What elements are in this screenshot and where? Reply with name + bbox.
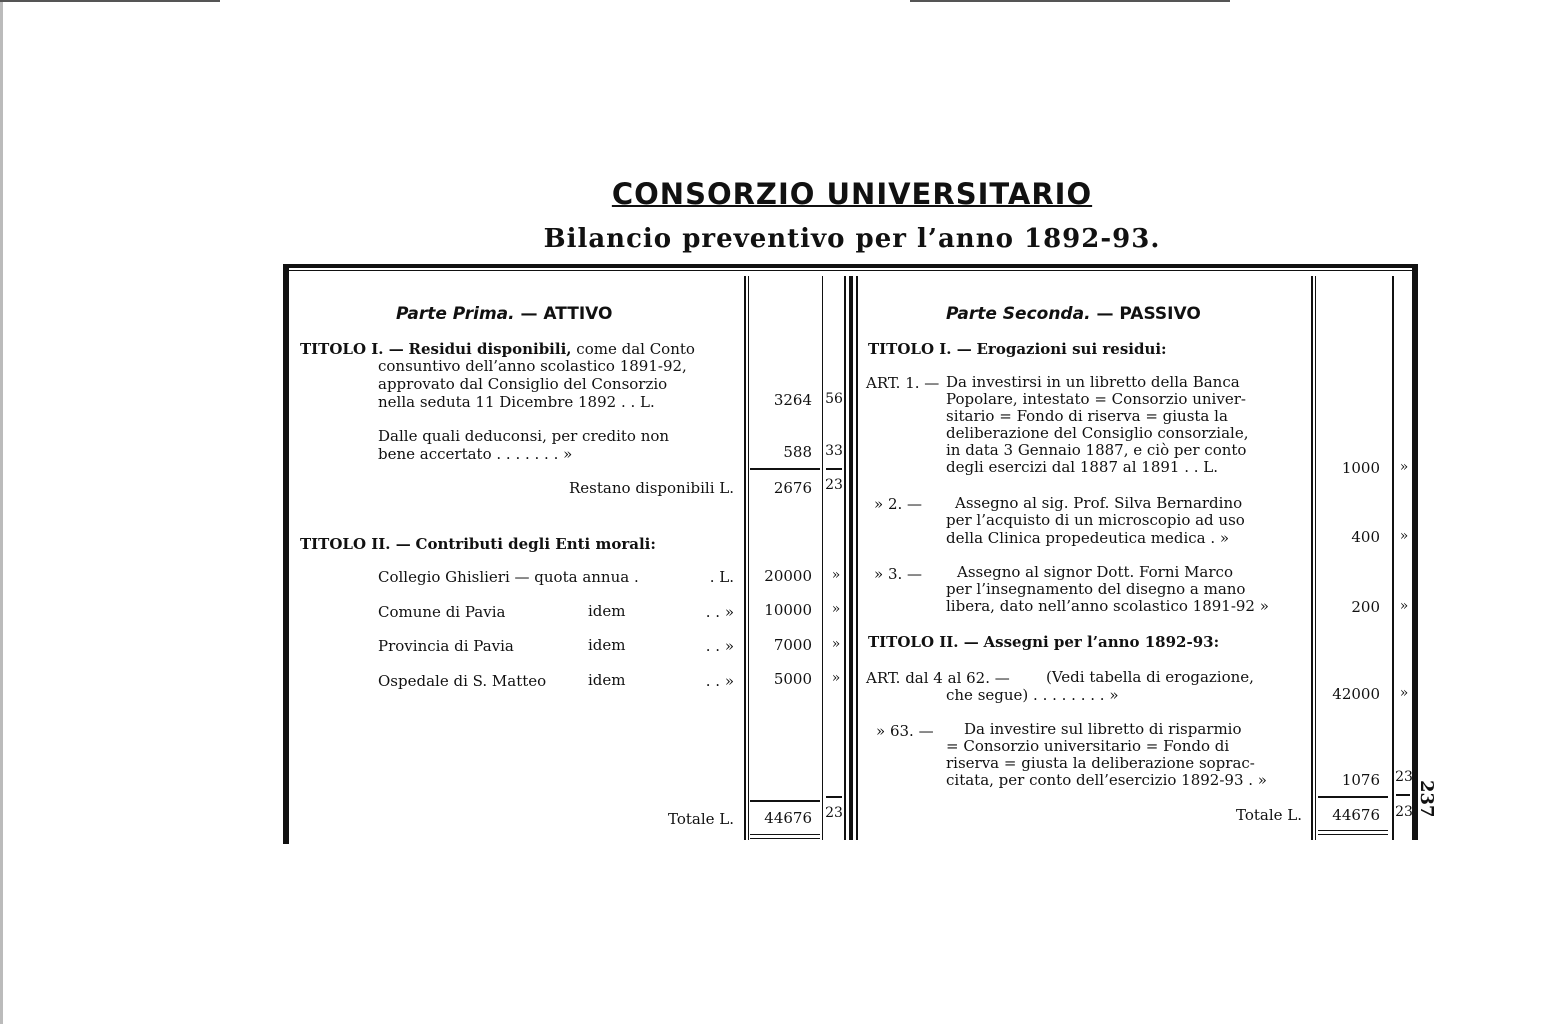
scan-top-line (910, 0, 1230, 2)
contrib-mark: . . » (705, 672, 734, 690)
art63-line4: citata, per conto dell’esercizio 1892-93 . » (946, 771, 1267, 789)
art3-line1: Assegno al signor Dott. Forni Marco (957, 563, 1233, 581)
art2-line3: della Clinica propedeutica medica . » (946, 529, 1230, 547)
art4-prefix: ART. dal 4 al 62. — (866, 669, 1010, 687)
amount-cell: 1000 (1341, 459, 1380, 477)
contrib-name: Comune di Pavia (378, 603, 506, 621)
center-double-rule (849, 276, 853, 840)
art4-line2: che segue) . . . . . . . . » (946, 686, 1119, 704)
passivo-heading: Parte Seconda. — PASSIVO (946, 304, 1201, 324)
total-cents: 23 (1395, 804, 1413, 820)
cents-cell: 23 (1395, 769, 1413, 785)
contrib-name: Provincia di Pavia (378, 637, 514, 655)
art2-prefix: » 2. — (874, 495, 923, 513)
col-rule (844, 276, 846, 840)
art63-line3: riserva = giusta la deliberazione soprac- (946, 754, 1255, 772)
total-double-rule (1318, 834, 1388, 835)
art1-line1: Da investirsi in un libretto della Banca (946, 373, 1240, 391)
total-rule (1318, 796, 1388, 798)
art63-line2: = Consorzio universitario = Fondo di (946, 737, 1230, 755)
titolo1-line4: nella seduta 11 Dicembre 1892 . . L. (378, 393, 655, 411)
cents-cell: » (1399, 528, 1409, 544)
titolo1-line1: TITOLO I. — Residui disponibili, come dal Conto (300, 340, 695, 358)
cents-cell: 33 (825, 443, 843, 459)
scan-top-line (0, 0, 220, 2)
contrib-idem: idem (588, 602, 626, 620)
contrib-name: Ospedale di S. Matteo (378, 672, 547, 690)
art2-line2: per l’acquisto di un microscopio ad uso (946, 511, 1245, 529)
amount-cell: 400 (1351, 528, 1380, 546)
art2-line1: Assegno al sig. Prof. Silva Bernardino (955, 494, 1243, 512)
art1-line4: deliberazione del Consiglio consorziale, (946, 424, 1249, 442)
titolo1-line2: consuntivo dell’anno scolastico 1891-92, (378, 357, 687, 375)
amount-cell: 588 (783, 443, 812, 461)
total-rule (1396, 794, 1410, 796)
total-double-rule (1318, 830, 1388, 831)
art1-line6: degli esercizi dal 1887 al 1891 . . L. (946, 458, 1219, 476)
art1-line2: Popolare, intestato = Consorzio univer- (946, 390, 1246, 408)
col-rule (744, 276, 746, 840)
art1-line5: in data 3 Gennaio 1887, e ciò per conto (946, 441, 1247, 459)
cents-cell: 56 (825, 391, 843, 407)
cents-cell: » (831, 567, 841, 583)
contrib-mark: . L. (709, 568, 734, 586)
passivo-titolo1: TITOLO I. — Erogazioni sui residui: (868, 340, 1167, 358)
cents-cell: 23 (825, 477, 843, 493)
contrib-name: Collegio Ghislieri — quota annua . (378, 568, 639, 586)
page-number: 237 (1416, 780, 1437, 818)
titolo1-line3: approvato dal Consiglio del Consorzio (378, 375, 668, 393)
art3-line2: per l’insegnamento del disegno a mano (946, 580, 1246, 598)
scan-edge (0, 0, 3, 1024)
cents-cell: » (831, 636, 841, 652)
deduct-line1: Dalle quali deduconsi, per credito non (378, 427, 670, 445)
art1-prefix: ART. 1. — (866, 374, 940, 392)
art1-line3: sitario = Fondo di riserva = giusta la (946, 407, 1228, 425)
cents-cell: » (1399, 459, 1409, 475)
totale-label: Totale L. (1235, 806, 1302, 824)
subtotal-rule (826, 468, 842, 470)
art63-line1: Da investire sul libretto di risparmio (964, 720, 1242, 738)
document-title: CONSORZIO UNIVERSITARIO (611, 177, 1093, 211)
table-left-border (283, 264, 289, 844)
contrib-idem: idem (588, 671, 626, 689)
amount-cell: 5000 (773, 670, 812, 688)
amount-cell: 200 (1351, 598, 1380, 616)
contrib-mark: . . » (705, 603, 734, 621)
cents-cell: » (831, 601, 841, 617)
total-double-rule (750, 834, 820, 835)
art4-line1: (Vedi tabella di erogazione, (1046, 668, 1254, 686)
deduct-line2: bene accertato . . . . . . . » (378, 445, 573, 463)
total-rule (750, 800, 820, 802)
contrib-idem: idem (588, 636, 626, 654)
amount-cell: 20000 (764, 567, 812, 585)
amount-cell: 1076 (1341, 771, 1380, 789)
amount-cell: 2676 (773, 479, 812, 497)
cents-cell: » (1399, 685, 1409, 701)
total-amount: 44676 (1332, 806, 1380, 824)
center-double-rule (856, 276, 858, 840)
col-rule (1392, 276, 1394, 840)
cents-cell: » (831, 670, 841, 686)
contrib-mark: . . » (705, 637, 734, 655)
art63-prefix: » 63. — (876, 722, 934, 740)
col-rule (1315, 276, 1316, 840)
amount-cell: 3264 (773, 391, 812, 409)
cents-cell: » (1399, 598, 1409, 614)
totale-label: Totale L. (667, 810, 734, 828)
subtotal-rule (750, 468, 820, 470)
table-right-border (1412, 264, 1418, 840)
restano-label: Restano disponibili L. (569, 479, 734, 497)
col-rule (1311, 276, 1313, 840)
amount-cell: 10000 (764, 601, 812, 619)
passivo-titolo2: TITOLO II. — Assegni per l’anno 1892-93: (868, 633, 1220, 651)
col-rule (822, 276, 823, 840)
table-top-rule (283, 264, 1418, 268)
total-amount: 44676 (764, 809, 812, 827)
total-double-rule (750, 838, 820, 839)
art3-prefix: » 3. — (874, 565, 923, 583)
total-rule (826, 796, 842, 798)
titolo2-heading: TITOLO II. — Contributi degli Enti morali: (300, 535, 656, 553)
document-subtitle: Bilancio preventivo per l’anno 1892-93. (543, 224, 1161, 254)
art3-line3: libera, dato nell’anno scolastico 1891-92 » (946, 597, 1269, 615)
amount-cell: 42000 (1332, 685, 1380, 703)
col-rule (748, 276, 749, 840)
attivo-heading: Parte Prima. — ATTIVO (396, 304, 613, 324)
table-top-rule-thin (283, 270, 1418, 271)
total-cents: 23 (825, 805, 843, 821)
amount-cell: 7000 (773, 636, 812, 654)
